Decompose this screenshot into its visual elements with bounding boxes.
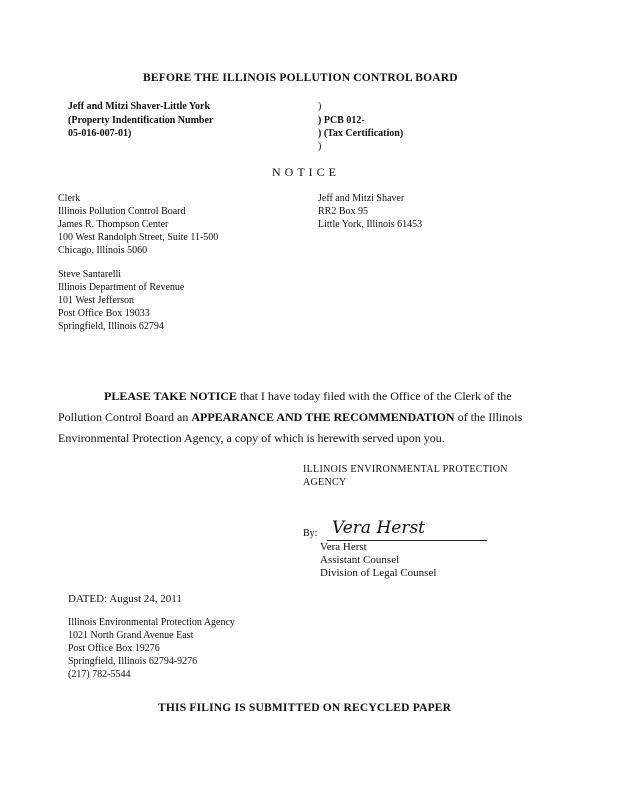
service-left-1: Clerk [58,193,81,204]
notice-paragraph-line-2 [58,410,522,424]
agency-line-1: ILLINOIS ENVIRONMENTAL PROTECTION [303,464,508,475]
caption-left-3: 05-016-007-01) [68,128,132,139]
address-line-1: Illinois Environmental Protection Agency [68,617,235,628]
recycled-paper-footer: THIS FILING IS SUBMITTED ON RECYCLED PAPER [158,702,452,714]
notice-paragraph-line-3: Environmental Protection Agency, a copy of which is herewith served upon you. [58,431,445,445]
service-left2-4: Post Office Box 19033 [58,308,150,319]
agency-line-2: AGENCY [303,477,347,488]
signature-by-label: By: [303,528,318,539]
notice-text-3: of the Illinois [454,410,523,424]
document-heading: BEFORE THE ILLINOIS POLLUTION CONTROL BOARD [143,72,458,84]
service-right-2: RR2 Box 95 [318,206,369,217]
notice-lead: PLEASE TAKE NOTICE [104,389,237,403]
dated-line: DATED: August 24, 2011 [68,593,182,605]
address-line-4: Springfield, Illinois 62794-9276 [68,656,198,667]
signer-division: Division of Legal Counsel [320,567,437,579]
service-left-3: James R. Thompson Center [58,219,169,230]
signer-name: Vera Herst [320,541,367,553]
notice-text-1: that I have today filed with the Office of the Clerk of the [236,389,512,403]
service-left2-3: 101 West Jefferson [58,295,135,306]
service-left2-1: Steve Santarelli [58,269,122,280]
address-line-3: Post Office Box 19276 [68,643,160,654]
caption-left-1: Jeff and Mitzi Shaver-Little York [68,101,211,112]
notice-paragraph-line-1 [104,389,512,403]
signature-script: Vera Herst [332,518,426,538]
service-right-1: Jeff and Mitzi Shaver [318,193,405,204]
service-left-4: 100 West Randolph Street, Suite 11-500 [58,232,219,243]
address-line-2: 1021 North Grand Avenue East [68,630,194,641]
caption-left-2: (Property Indentification Number [68,115,214,126]
caption-right-4: ) [318,141,322,152]
notice-title: NOTICE [272,165,340,179]
caption-right-3: ) (Tax Certification) [318,128,404,139]
service-left2-5: Springfield, Illinois 62794 [58,321,164,332]
caption-right-2: ) PCB 012- [318,115,365,126]
notice-documents: APPEARANCE AND THE RECOMMENDATION [191,410,455,424]
signer-title: Assistant Counsel [320,554,400,566]
address-line-5: (217) 782-5544 [68,669,131,680]
service-left-5: Chicago, Illinois 5060 [58,245,148,256]
service-right-3: Little York, Illinois 61453 [318,219,423,230]
caption-right-1: ) [318,101,322,112]
service-left2-2: Illinois Department of Revenue [58,282,185,293]
notice-text-2: Pollution Control Board an [58,410,192,424]
service-left-2: Illinois Pollution Control Board [58,206,186,217]
